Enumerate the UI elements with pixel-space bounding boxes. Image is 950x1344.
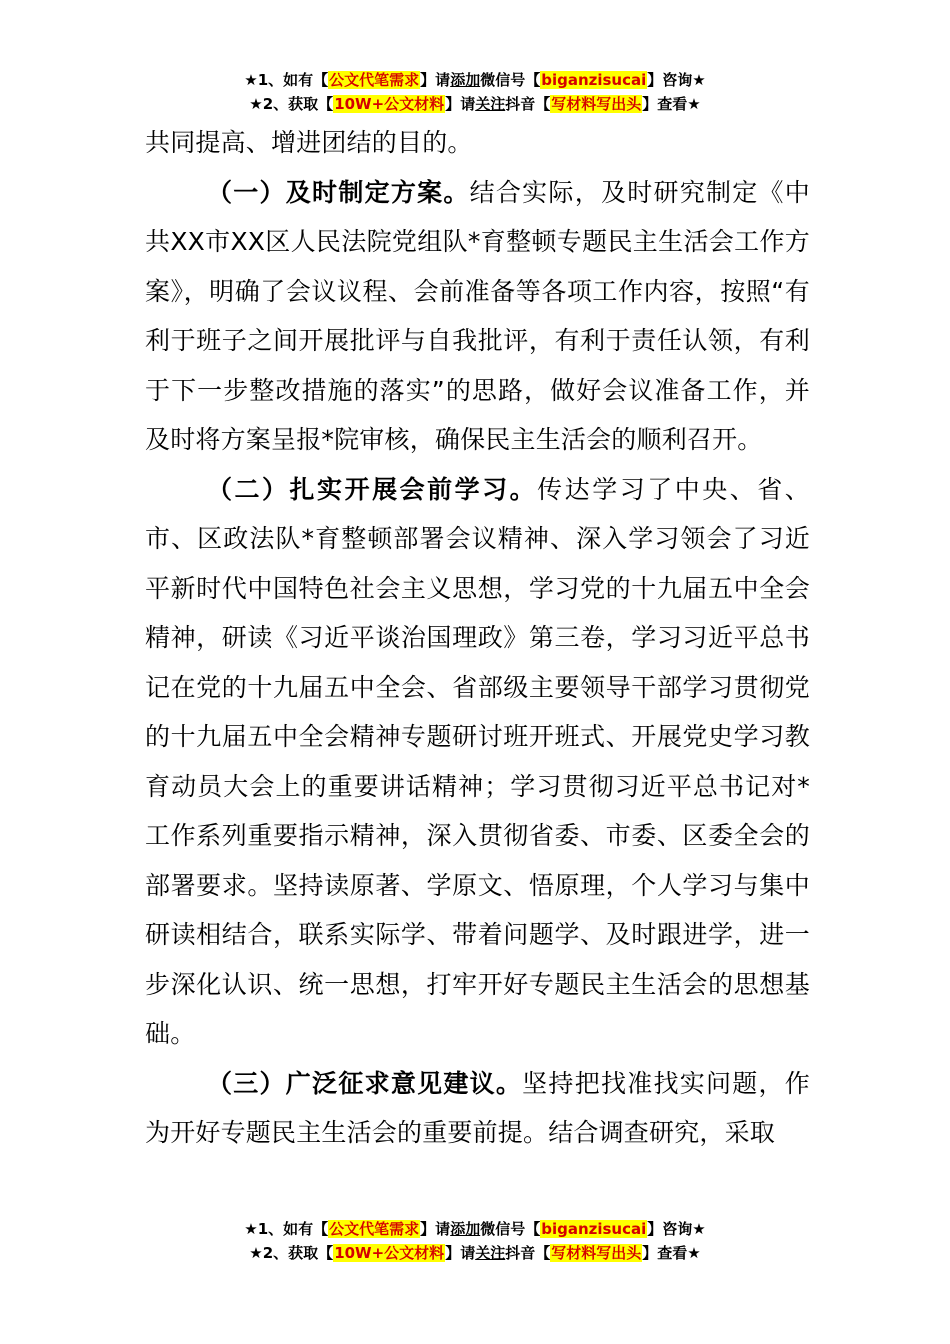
top-banner: [0, 68, 950, 116]
document-body: [145, 118, 810, 1158]
highlight-service: 公文代笔需求: [329, 1220, 420, 1238]
highlight-materials: 10W+公文材料: [334, 95, 445, 113]
section-heading-2: （二）扎实开展会前学习。: [207, 474, 538, 504]
highlight-service: 公文代笔需求: [329, 71, 420, 89]
paragraph-3: （三）广泛征求意见建议。坚持把找准找实问题，作为开好专题民主生活会的重要前提。结合调查研究，采取: [145, 1068, 811, 1147]
banner-line-2: ★2、获取【10W+公文材料】请关注抖音【写材料写出头】查看★: [249, 1244, 701, 1262]
highlight-wechat-id: biganzisucai: [541, 1220, 647, 1238]
paragraph-2: （二）扎实开展会前学习。传达学习了中央、省、市、区政法队*育整顿部署会议精神、深入学习领会了习近平新时代中国特色社会主义思想，学习党的十九届五中全会精神，研读《习近平谈治国理政》第三卷，学习习近平总书记在党的十九届五中全会、省部级主要领导干部学习贯彻党的十九届五中全会精神专题研讨班开班式、开展党史学习教育动员大会上的重要讲话精神；学习贯彻习近平总书记对*工作系列重要指示精神，深入贯彻省委、市委、区委全会的部署要求。坚持读原著、学原文、悟原理，个人学习与集中研读相结合，联系实际学、带着问题学、及时跟进学，进一步深化认识、统一思想，打牢开好专题民主生活会的思想基础。: [145, 474, 810, 1048]
section-heading-3: （三）广泛征求意见建议。: [207, 1068, 523, 1098]
highlight-douyin-id: 写材料写出头: [551, 1244, 642, 1262]
section-heading-1: （一）及时制定方案。: [207, 177, 470, 207]
highlight-materials: 10W+公文材料: [334, 1244, 445, 1262]
paragraph-1: （一）及时制定方案。结合实际，及时研究制定《中共XX市XX区人民法院党组队*育整顿专题民主生活会工作方案》，明确了会议议程、会前准备等各项工作内容，按照“有利于班子之间开展批评与自我批评，有利于责任认领，有利于下一步整改措施的落实”的思路，做好会议准备工作，并及时将方案呈报*院审核，确保民主生活会的顺利召开。: [145, 177, 810, 454]
banner-line-1: ★1、如有【公文代笔需求】请添加微信号【biganzisucai】咨询★: [244, 71, 706, 89]
bottom-banner: [0, 1217, 950, 1265]
highlight-douyin-id: 写材料写出头: [551, 95, 642, 113]
banner-line-1: ★1、如有【公文代笔需求】请添加微信号【biganzisucai】咨询★: [244, 1220, 706, 1238]
paragraph-0: 共同提高、增进团结的目的。: [145, 128, 473, 157]
banner-line-2: ★2、获取【10W+公文材料】请关注抖音【写材料写出头】查看★: [249, 95, 701, 113]
highlight-wechat-id: biganzisucai: [541, 71, 647, 89]
